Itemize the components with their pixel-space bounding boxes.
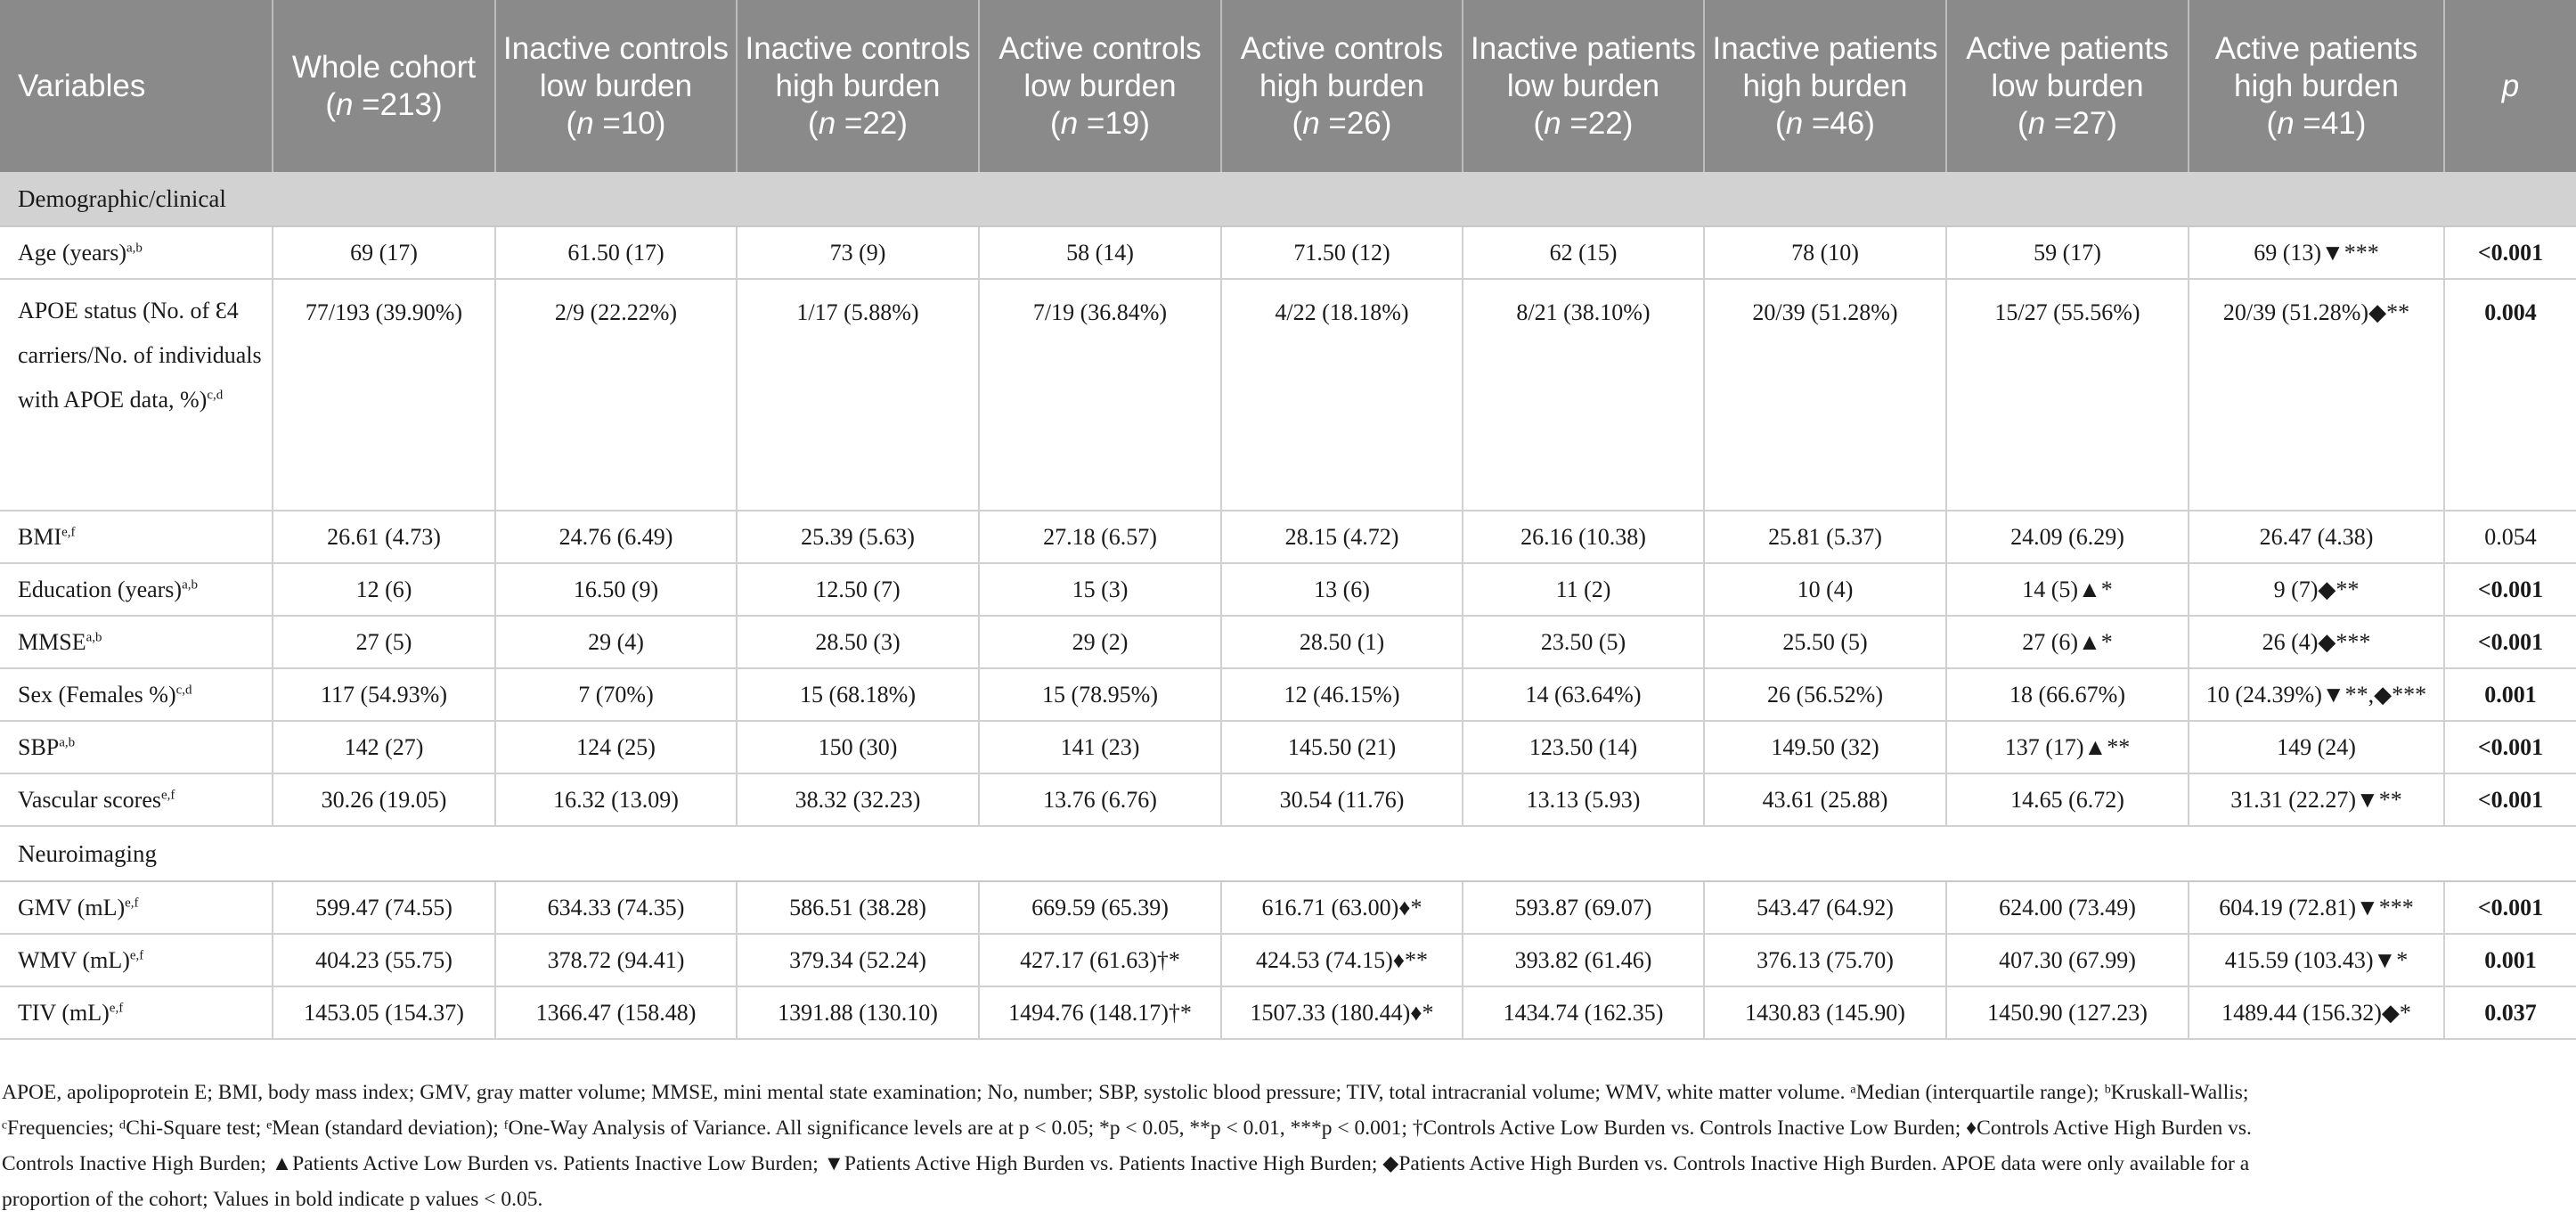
table-cell: 28.50 (3) [737,616,979,668]
table-cell: 25.50 (5) [1704,616,1946,668]
p-value-cell: <0.001 [2444,226,2576,279]
table-cell: 2/9 (22.22%) [495,279,737,511]
table-cell: 27 (6)▲* [1946,616,2189,668]
table-cell: 427.17 (61.63)†* [979,934,1221,986]
table-cell: 1430.83 (145.90) [1704,986,1946,1039]
row-label [0,668,273,721]
table-row [0,721,2576,773]
row-label [0,563,273,616]
col-header-whole: Whole cohort (n =213) [273,0,495,172]
table-cell: 11 (2) [1463,563,1704,616]
table-cell: 26.16 (10.38) [1463,511,1704,563]
row-label-text: APOE status (No. of Ɛ4 carriers/No. of individuals with APOE data, %) [18,298,262,413]
table-cell: 14 (63.64%) [1463,668,1704,721]
row-label-superscript: e,f [109,1000,124,1015]
footnote-line: Controls Inactive High Burden; ▲Patients Active Low Burden vs. Patients Inactive Low Burden; ▼Patients Active High Burden vs. Patients Inactive High Burden; ◆Patients Active High Burden vs. Controls Inactive High Burden. APOE data were only available for a [2,1152,2250,1175]
table-row [0,668,2576,721]
col-header-inactive-patients-high: Inactive patients high burden (n =46) [1704,0,1946,172]
table-cell: 1391.88 (130.10) [737,986,979,1039]
table-cell: 20/39 (51.28%) [1704,279,1946,511]
row-label-superscript: e,f [129,947,144,962]
row-label-text: WMV (mL) [18,946,130,973]
table-cell: 634.33 (74.35) [495,881,737,934]
table-cell: 62 (15) [1463,226,1704,279]
table-cell: 12 (46.15%) [1221,668,1463,721]
table-cell: 29 (4) [495,616,737,668]
row-label-superscript: a,b [59,734,76,749]
table-cell: 23.50 (5) [1463,616,1704,668]
table-cell: 30.54 (11.76) [1221,773,1463,826]
table-cell: 13.13 (5.93) [1463,773,1704,826]
table-row [0,986,2576,1039]
table-cell: 141 (23) [979,721,1221,773]
table-cell: 1366.47 (158.48) [495,986,737,1039]
table-cell: 593.87 (69.07) [1463,881,1704,934]
table-cell: 15 (78.95%) [979,668,1221,721]
table-cell: 78 (10) [1704,226,1946,279]
table-cell: 18 (66.67%) [1946,668,2189,721]
row-label-text: SBP [18,733,60,760]
row-label-text: MMSE [18,628,86,655]
row-label-text: BMI [18,523,62,550]
p-value-cell: 0.037 [2444,986,2576,1039]
col-header-inactive-controls-low: Inactive controls low burden (n =10) [495,0,737,172]
table-cell: 604.19 (72.81)▼*** [2189,881,2444,934]
table-cell: 7 (70%) [495,668,737,721]
col-header-active-patients-low: Active patients low burden (n =27) [1946,0,2189,172]
table-cell: 59 (17) [1946,226,2189,279]
table-cell: 10 (24.39%)▼**,◆*** [2189,668,2444,721]
row-label-superscript: e,f [61,524,76,539]
col-header-inactive-controls-high: Inactive controls high burden (n =22) [737,0,979,172]
table-cell: 20/39 (51.28%)◆** [2189,279,2444,511]
table-cell: 543.47 (64.92) [1704,881,1946,934]
p-value-cell: <0.001 [2444,563,2576,616]
table-cell: 415.59 (103.43)▼* [2189,934,2444,986]
table-cell: 117 (54.93%) [273,668,495,721]
row-label-superscript: a,b [182,577,199,592]
table-cell: 1507.33 (180.44)♦* [1221,986,1463,1039]
footnote-line: proportion of the cohort; Values in bold indicate p values < 0.05. [2,1188,543,1211]
table-cell: 378.72 (94.41) [495,934,737,986]
table-row [0,279,2576,511]
table-cell: 27 (5) [273,616,495,668]
row-label [0,773,273,826]
table-cell: 16.50 (9) [495,563,737,616]
section-label: Demographic/clinical [0,172,2576,226]
col-header-inactive-patients-low: Inactive patients low burden (n =22) [1463,0,1704,172]
table-cell: 69 (13)▼*** [2189,226,2444,279]
table-row [0,616,2576,668]
table-cell: 13.76 (6.76) [979,773,1221,826]
table-cell: 10 (4) [1704,563,1946,616]
row-label [0,986,273,1039]
table-cell: 407.30 (67.99) [1946,934,2189,986]
row-label [0,511,273,563]
row-label-superscript: a,b [126,240,143,255]
footnote-line: ᶜFrequencies; ᵈChi-Square test; ᵉMean (standard deviation); ᶠOne-Way Analysis of Variance. All significance levels are at p < 0.05; *p < 0.05, **p < 0.01, ***p < 0.001; †Controls Active Low Burden vs. Controls Inactive Low Burden; ♦Controls Active High Burden vs. [2,1117,2252,1140]
row-label-superscript: c,d [175,682,192,697]
row-label-superscript: a,b [86,629,102,644]
table-cell: 38.32 (32.23) [737,773,979,826]
p-value-cell: 0.001 [2444,934,2576,986]
table-cell: 586.51 (38.28) [737,881,979,934]
table-cell: 73 (9) [737,226,979,279]
p-value-cell: 0.054 [2444,511,2576,563]
header-row [0,0,2576,172]
table-cell: 25.81 (5.37) [1704,511,1946,563]
table-row [0,563,2576,616]
table-footnotes [0,1075,2558,1217]
row-label-text: TIV (mL) [18,999,110,1026]
table-cell: 142 (27) [273,721,495,773]
table-cell: 13 (6) [1221,563,1463,616]
table-cell: 616.71 (63.00)♦* [1221,881,1463,934]
table-cell: 26.61 (4.73) [273,511,495,563]
row-label-text: Vascular scores [18,786,161,813]
table-cell: 1/17 (5.88%) [737,279,979,511]
table-cell: 9 (7)◆** [2189,563,2444,616]
table-cell: 4/22 (18.18%) [1221,279,1463,511]
table-cell: 123.50 (14) [1463,721,1704,773]
table-cell: 31.31 (22.27)▼** [2189,773,2444,826]
table-cell: 16.32 (13.09) [495,773,737,826]
table-cell: 24.09 (6.29) [1946,511,2189,563]
table-cell: 26 (56.52%) [1704,668,1946,721]
row-label-text: GMV (mL) [18,894,126,920]
table-cell: 15 (68.18%) [737,668,979,721]
table-cell: 376.13 (75.70) [1704,934,1946,986]
row-label [0,721,273,773]
table-cell: 1453.05 (154.37) [273,986,495,1039]
table-row [0,773,2576,826]
table-cell: 15/27 (55.56%) [1946,279,2189,511]
table-cell: 12 (6) [273,563,495,616]
table-cell: 15 (3) [979,563,1221,616]
col-header-active-patients-high: Active patients high burden (n =41) [2189,0,2444,172]
p-value-cell: <0.001 [2444,616,2576,668]
table-cell: 43.61 (25.88) [1704,773,1946,826]
table-cell: 28.50 (1) [1221,616,1463,668]
table-cell: 26 (4)◆*** [2189,616,2444,668]
table-cell: 404.23 (55.75) [273,934,495,986]
section-row-neuroimaging [0,826,2576,881]
table-cell: 150 (30) [737,721,979,773]
table-row [0,226,2576,279]
row-label [0,279,273,511]
table-cell: 27.18 (6.57) [979,511,1221,563]
col-header-p: p [2444,0,2576,172]
table-cell: 624.00 (73.49) [1946,881,2189,934]
table-cell: 424.53 (74.15)♦** [1221,934,1463,986]
table-cell: 69 (17) [273,226,495,279]
table-cell: 145.50 (21) [1221,721,1463,773]
row-label [0,616,273,668]
section-row-demographic [0,172,2576,226]
row-label-superscript: c,d [207,388,224,403]
row-label-text: Education (years) [18,576,183,602]
section-label: Neuroimaging [0,826,2576,881]
footnote-line: APOE, apolipoprotein E; BMI, body mass index; GMV, gray matter volume; MMSE, mini mental state examination; No, number; SBP, systolic blood pressure; TIV, total intracranial volume; WMV, white matter volume. ᵃMedian (interquartile range); ᵇKruskall-Wallis; [2,1081,2249,1104]
table-cell: 8/21 (38.10%) [1463,279,1704,511]
table-cell: 29 (2) [979,616,1221,668]
table-cell: 7/19 (36.84%) [979,279,1221,511]
p-value-cell: <0.001 [2444,721,2576,773]
table-cell: 393.82 (61.46) [1463,934,1704,986]
table-cell: 1450.90 (127.23) [1946,986,2189,1039]
p-value-cell: <0.001 [2444,773,2576,826]
table-cell: 25.39 (5.63) [737,511,979,563]
table-cell: 30.26 (19.05) [273,773,495,826]
row-label [0,934,273,986]
table-cell: 61.50 (17) [495,226,737,279]
table-row [0,934,2576,986]
table-cell: 137 (17)▲** [1946,721,2189,773]
table-cell: 149.50 (32) [1704,721,1946,773]
p-value-cell: <0.001 [2444,881,2576,934]
table-cell: 669.59 (65.39) [979,881,1221,934]
p-value-cell: 0.004 [2444,279,2576,511]
table-cell: 379.34 (52.24) [737,934,979,986]
table-row [0,881,2576,934]
row-label [0,881,273,934]
row-label-superscript: e,f [125,895,139,910]
table-cell: 26.47 (4.38) [2189,511,2444,563]
row-label-text: Age (years) [18,239,126,266]
table-cell: 77/193 (39.90%) [273,279,495,511]
table-cell: 14 (5)▲* [1946,563,2189,616]
table-row [0,511,2576,563]
table-cell: 1434.74 (162.35) [1463,986,1704,1039]
col-header-active-controls-low: Active controls low burden (n =19) [979,0,1221,172]
table-cell: 12.50 (7) [737,563,979,616]
col-header-active-controls-high: Active controls high burden (n =26) [1221,0,1463,172]
table-cell: 149 (24) [2189,721,2444,773]
row-label-superscript: e,f [161,787,175,802]
table-cell: 71.50 (12) [1221,226,1463,279]
table-cell: 1489.44 (156.32)◆* [2189,986,2444,1039]
table-cell: 28.15 (4.72) [1221,511,1463,563]
table-cell: 14.65 (6.72) [1946,773,2189,826]
p-value-cell: 0.001 [2444,668,2576,721]
table-cell: 1494.76 (148.17)†* [979,986,1221,1039]
row-label-text: Sex (Females %) [18,681,176,708]
col-header-variables: Variables [0,0,273,172]
table-cell: 24.76 (6.49) [495,511,737,563]
table-cell: 58 (14) [979,226,1221,279]
table-cell: 599.47 (74.55) [273,881,495,934]
table-cell: 124 (25) [495,721,737,773]
row-label [0,226,273,279]
